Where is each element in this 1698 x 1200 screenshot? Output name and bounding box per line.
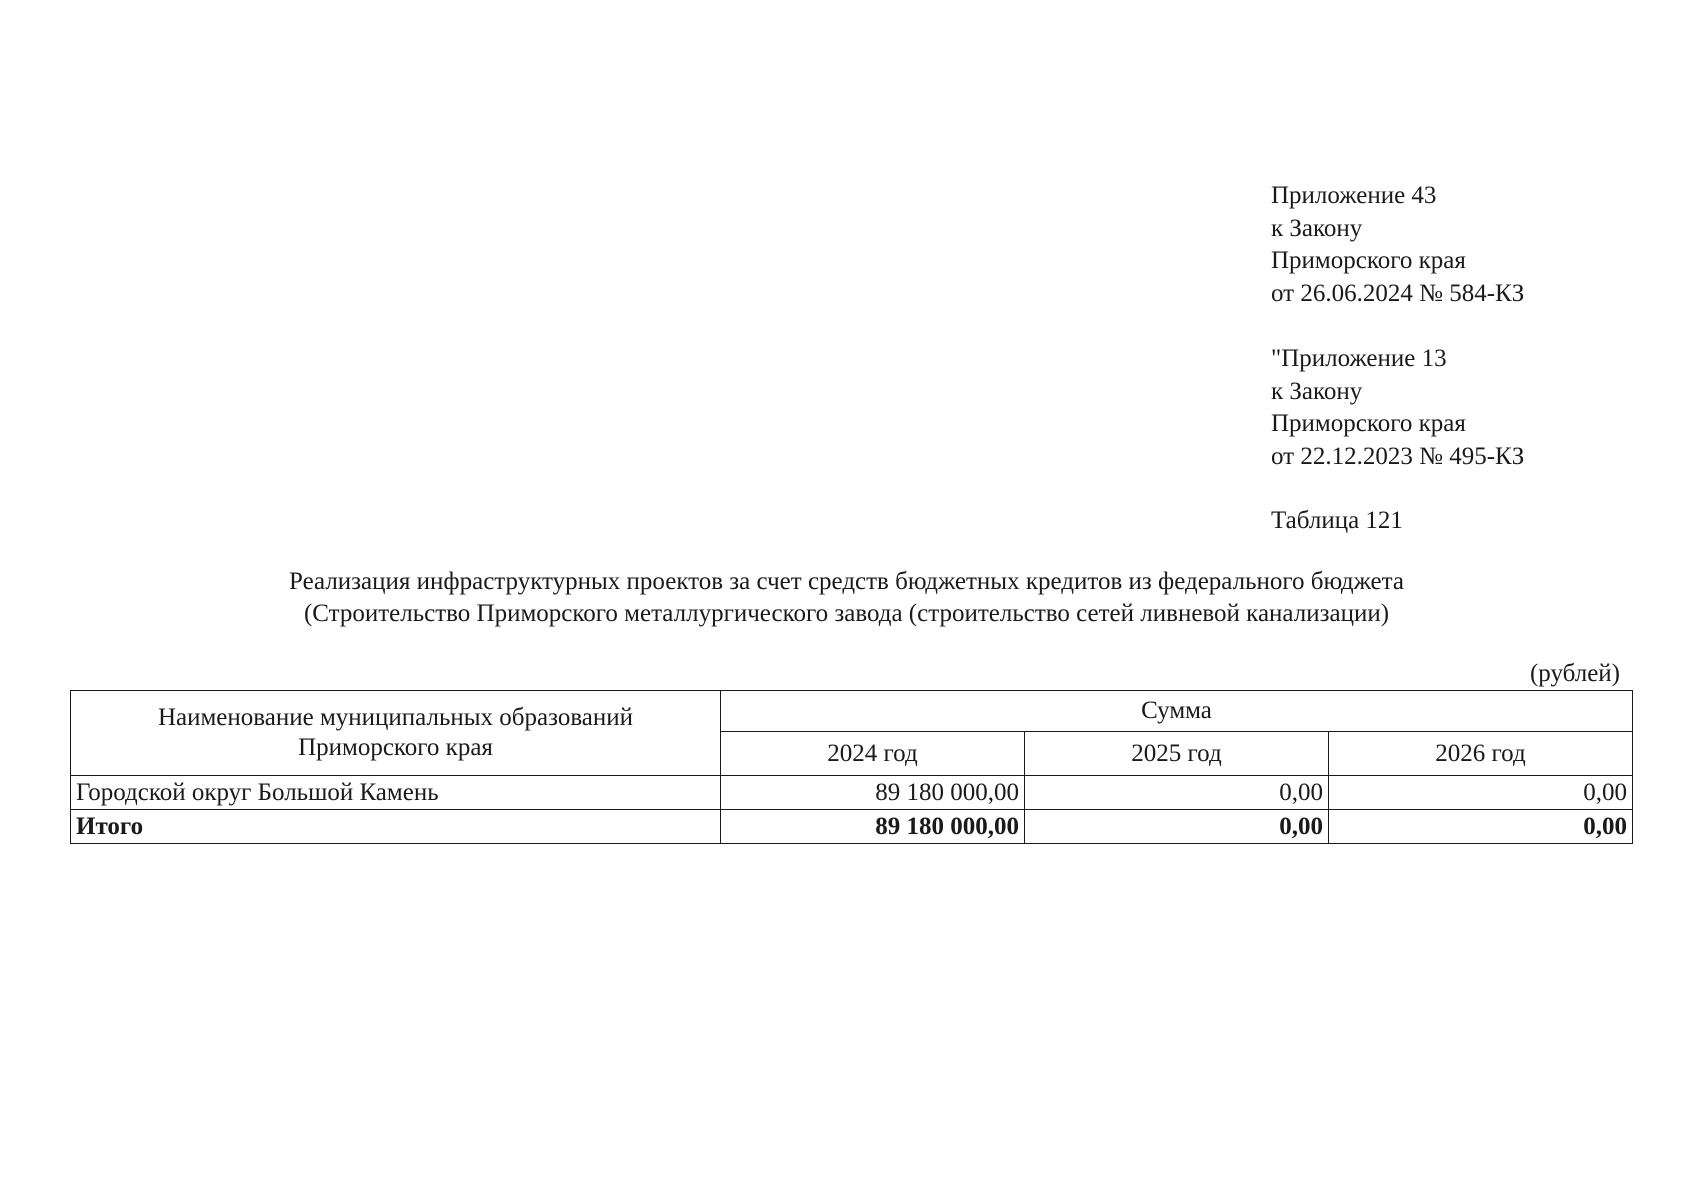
header-municipality [71, 691, 721, 776]
total-value-2026: 0,00 [1329, 810, 1633, 844]
header-sum: Сумма [721, 691, 1633, 732]
attachment-law: к Закону [1271, 214, 1363, 242]
document-title-line-2: (Строительство Приморского металлургического завода (строительство сетей ливневой канализации) [303, 600, 1390, 627]
row-value-2024: 89 180 000,00 [721, 776, 1025, 810]
original-attachment-reference [1271, 343, 1651, 473]
original-attachment-region: Приморского края [1271, 410, 1466, 437]
original-attachment-number: "Приложение 13 [1271, 345, 1447, 372]
row-value-2026: 0,00 [1329, 776, 1633, 810]
row-value-2025: 0,00 [1025, 776, 1329, 810]
document-title [70, 566, 1623, 630]
total-label: Итого [71, 810, 721, 844]
attachment-number: Приложение 43 [1271, 182, 1437, 209]
original-attachment-date: от 22.12.2023 № 495-КЗ [1271, 442, 1525, 470]
attachment-date: от 26.06.2024 № 584-КЗ [1271, 279, 1525, 307]
table-row [71, 776, 1633, 810]
header-municipality-line-1: Наименование муниципальных образований [157, 704, 634, 731]
table-number: Таблица 121 [1271, 507, 1403, 534]
document-title-line-1: Реализация инфраструктурных проектов за счет средств бюджетных кредитов из федерального бюджета [289, 568, 1404, 595]
budget-table [70, 690, 1633, 844]
total-value-2024: 89 180 000,00 [721, 810, 1025, 844]
attachment-region: Приморского края [1271, 247, 1466, 274]
table-header-row [71, 691, 1633, 732]
header-year-2026: 2026 год [1329, 732, 1633, 776]
header-municipality-line-2: Приморского края [298, 734, 493, 761]
table-total-row [71, 810, 1633, 844]
total-value-2025: 0,00 [1025, 810, 1329, 844]
units-label: (рублей) [1529, 660, 1620, 687]
header-year-2024: 2024 год [721, 732, 1025, 776]
row-municipality-name: Городской округ Большой Камень [71, 776, 721, 810]
attachment-reference [1271, 180, 1651, 310]
header-year-2025: 2025 год [1025, 732, 1329, 776]
original-attachment-law: к Закону [1271, 377, 1363, 405]
